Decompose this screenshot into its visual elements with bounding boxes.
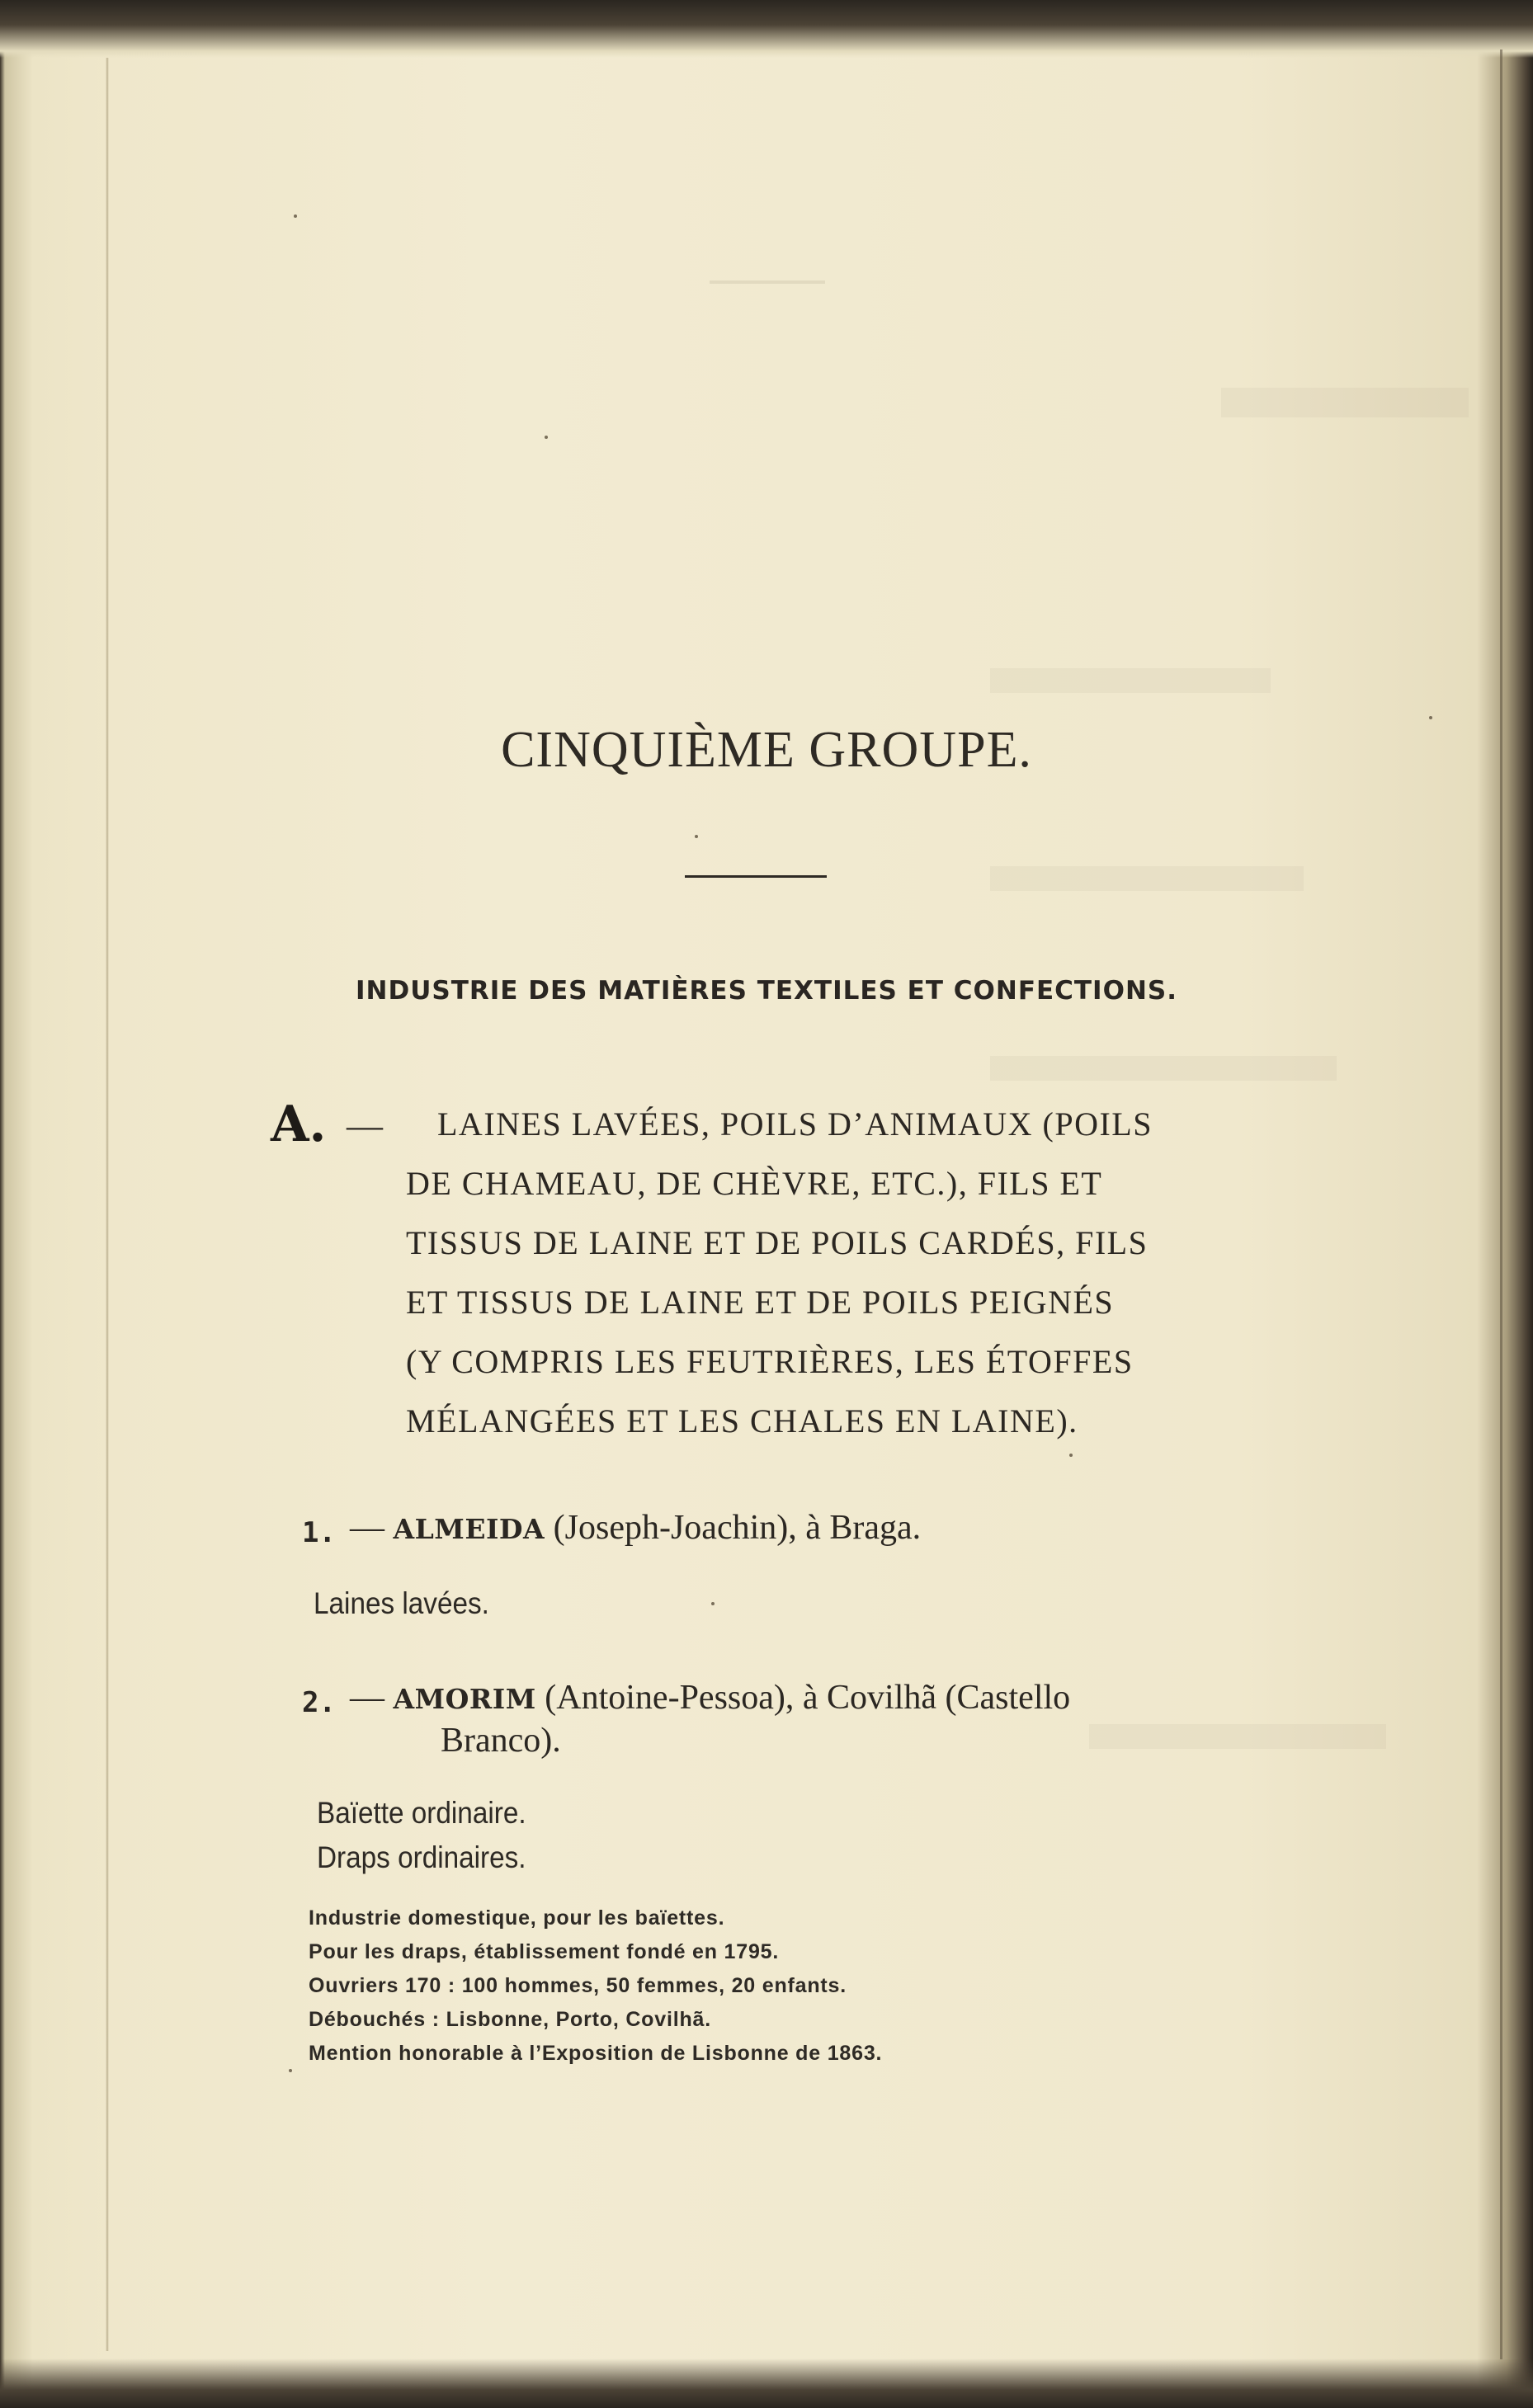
entry-heading [350, 1508, 921, 1548]
entry-note: Industrie domestique, pour les baïettes. [309, 1906, 725, 1930]
entry-dash: — [350, 1509, 384, 1547]
product-item: Baïette ordinaire. [317, 1796, 526, 1830]
entry-note: Ouvriers 170 : 100 hommes, 50 femmes, 20 enfants. [309, 1974, 847, 1997]
section-line: ET TISSUS DE LAINE ET DE POILS PEIGNÉS [406, 1284, 1115, 1321]
product-item: Draps ordinaires. [317, 1840, 526, 1874]
entry-note: Mention honorable à l’Exposition de Lisbonne de 1863. [309, 2042, 883, 2065]
entry-number: 1. [302, 1516, 336, 1549]
exhibitor-name: ALMEIDA [393, 1513, 545, 1545]
section-line: (Y COMPRIS LES FEUTRIÈRES, LES ÉTOFFES [406, 1343, 1134, 1380]
section-letter: A. [271, 1096, 327, 1153]
group-title: CINQUIÈME GROUPE. [501, 722, 1032, 778]
product-item: Laines lavées. [314, 1586, 489, 1620]
paper-speck [294, 214, 297, 218]
entry-note: Pour les draps, établissement fondé en 1795. [309, 1940, 780, 1963]
paper-speck [289, 2069, 292, 2072]
paper-speck [711, 1602, 715, 1605]
exhibitor-detail: (Antoine-Pessoa), à Covilhã (Castello [545, 1679, 1071, 1717]
section-line: MÉLANGÉES ET LES CHALES EN LAINE). [406, 1402, 1078, 1440]
paper-speck [1429, 716, 1432, 719]
section-line: LAINES LAVÉES, POILS D’ANIMAUX (POILS [437, 1105, 1153, 1143]
paper-speck [695, 835, 698, 838]
entry-number: 2. [302, 1686, 336, 1719]
title-rule [685, 875, 827, 878]
exhibitor-detail-continued: Branco). [441, 1722, 561, 1760]
industry-heading: INDUSTRIE DES MATIÈRES TEXTILES ET CONFECTIONS. [355, 976, 1177, 1006]
paper-speck [1069, 1454, 1073, 1457]
entry-dash: — [350, 1679, 384, 1717]
entry-note: Débouchés : Lisbonne, Porto, Covilhã. [309, 2008, 711, 2031]
exhibitor-detail: (Joseph-Joachin), à Braga. [553, 1509, 922, 1547]
section-line: TISSUS DE LAINE ET DE POILS CARDÉS, FILS [406, 1224, 1149, 1261]
exhibitor-name: AMORIM [393, 1683, 536, 1715]
section-line: DE CHAMEAU, DE CHÈVRE, ETC.), FILS ET [406, 1165, 1103, 1202]
section-dash: — [347, 1105, 383, 1146]
paper-speck [545, 436, 548, 439]
entry-heading [350, 1678, 1070, 1718]
